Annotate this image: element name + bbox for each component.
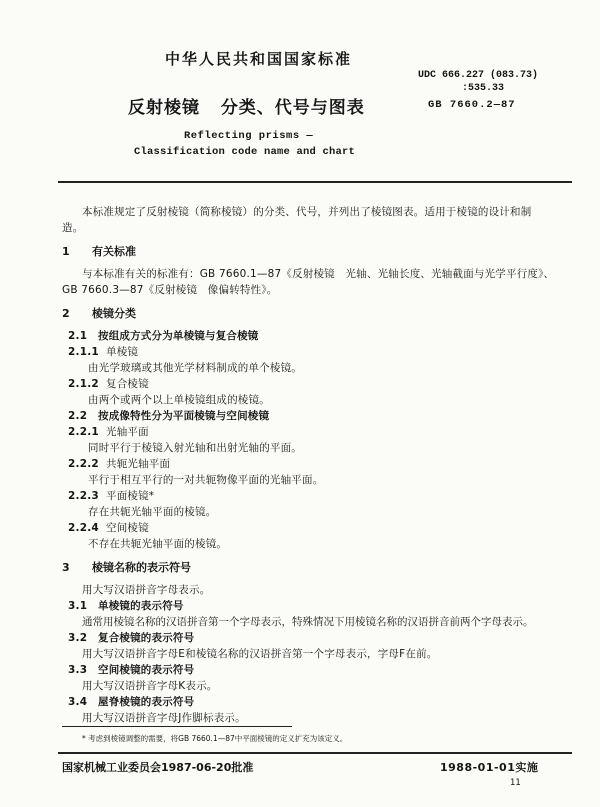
udc-code: UDC 666.227 (083.73)	[418, 70, 539, 81]
subsection-title: 共轭光轴平面	[106, 458, 171, 470]
section-1-heading	[62, 243, 136, 259]
section-title: 棱镜名称的表示符号	[92, 561, 191, 574]
section-number: 2	[62, 307, 70, 320]
subsection-number: 2.2.3	[68, 490, 99, 502]
english-title-line-2: Classification code name and chart	[134, 146, 356, 158]
subsection-2-2-4-text: 不存在共轭光轴平面的棱镜。	[88, 538, 228, 550]
subsection-title: 单棱镜	[106, 346, 139, 358]
section-2-heading	[62, 305, 136, 321]
subsection-title: 屋脊棱镜的表示符号	[98, 696, 195, 708]
footer-divider	[58, 752, 572, 754]
subsection-title: 按组成方式分为单棱镜与复合棱镜	[98, 330, 259, 342]
subsection-2-1	[68, 328, 259, 343]
gb-standard-code: GB 7660.2—87	[428, 99, 516, 111]
section-3-intro: 用大写汉语拼音字母表示。	[82, 584, 211, 596]
subsection-2-2-1-text: 同时平行于棱镜入射光轴和出射光轴的平面。	[88, 442, 302, 454]
english-title-line-1: Reflecting prisms —	[184, 130, 314, 142]
subsection-number: 3.4	[68, 696, 88, 708]
section-1-line-1: 与本标准有关的标准有：GB 7660.1—87《反射棱镜 光轴、光轴长度、光轴截面与光学平行度》、	[82, 268, 555, 280]
subsection-number: 3.2	[68, 632, 88, 644]
subsection-2-1-1-text: 由光学玻璃或其他光学材料制成的单个棱镜。	[88, 362, 302, 374]
subsection-2-1-2-text: 由两个或两个以上单棱镜组成的棱镜。	[88, 394, 270, 406]
footnote: * 考虑到棱镜调整的需要，将GB 7660.1—87中平面棱镜的定义扩充为该定义。	[82, 734, 348, 743]
subsection-3-4	[68, 694, 194, 709]
subsection-2-2-1	[68, 424, 149, 439]
subsection-3-3	[68, 662, 194, 677]
section-1-line-2: GB 7660.3—87《反射棱镜 像偏转特性》。	[62, 284, 278, 296]
subsection-2-2-2-text: 平行于相互平行的一对共轭物像平面的光轴平面。	[88, 474, 324, 486]
subsection-number: 2.2.4	[68, 522, 99, 534]
footnote-divider	[62, 726, 292, 727]
document-title: 反射棱镜 分类、代号与图表	[128, 98, 365, 118]
subsection-2-2	[68, 408, 269, 423]
intro-line-1: 本标准规定了反射棱镜（简称棱镜）的分类、代号，并列出了棱镜图表。适用于棱镜的设计和制	[82, 206, 532, 218]
subsection-3-1	[68, 598, 184, 613]
subsection-3-4-text: 用大写汉语拼音字母J作脚标表示。	[82, 712, 246, 724]
subsection-3-1-text: 通常用棱镜名称的汉语拼音第一个字母表示，特殊情况下用棱镜名称的汉语拼音前两个字母表示。	[82, 616, 534, 628]
subsection-number: 2.2.1	[68, 426, 99, 438]
subsection-title: 光轴平面	[106, 426, 149, 438]
header-divider	[58, 181, 572, 183]
subsection-3-2	[68, 630, 194, 645]
subsection-3-3-text: 用大写汉语拼音字母K表示。	[82, 680, 218, 692]
subsection-title: 空间棱镜	[106, 522, 149, 534]
implementation-date: 1988-01-01实施	[440, 761, 539, 774]
section-number: 1	[62, 245, 70, 258]
subsection-number: 2.1	[68, 330, 88, 342]
subsection-2-2-2	[68, 456, 170, 471]
subsection-title: 单棱镜的表示符号	[98, 600, 184, 612]
section-title: 有关标准	[92, 245, 136, 258]
subsection-title: 按成像特性分为平面棱镜与空间棱镜	[98, 410, 270, 422]
page-number: 11	[510, 778, 521, 788]
subsection-number: 3.1	[68, 600, 88, 612]
section-number: 3	[62, 561, 70, 574]
section-3-heading	[62, 559, 191, 575]
subsection-2-2-4	[68, 520, 149, 535]
country-standard-heading: 中华人民共和国国家标准	[165, 50, 353, 68]
subsection-number: 2.1.1	[68, 346, 99, 358]
subsection-2-2-3-text: 存在共轭光轴平面的棱镜。	[88, 506, 217, 518]
subsection-2-1-1	[68, 344, 138, 359]
intro-line-2: 造。	[62, 222, 84, 234]
subsection-title: 空间棱镜的表示符号	[98, 664, 195, 676]
subsection-number: 2.2.2	[68, 458, 99, 470]
udc-code-continued: :535.33	[462, 83, 505, 94]
subsection-number: 2.1.2	[68, 378, 99, 390]
subsection-2-2-3	[68, 488, 154, 503]
subsection-number: 3.3	[68, 664, 88, 676]
subsection-3-2-text: 用大写汉语拼音字母E和棱镜名称的汉语拼音第一个字母表示，字母F在前。	[82, 648, 438, 660]
subsection-number: 2.2	[68, 410, 88, 422]
subsection-2-1-2	[68, 376, 149, 391]
subsection-title: 复合棱镜	[106, 378, 149, 390]
section-title: 棱镜分类	[92, 307, 136, 320]
subsection-title: 平面棱镜*	[106, 490, 155, 502]
approval-date: 国家机械工业委员会1987-06-20批准	[62, 761, 254, 774]
subsection-title: 复合棱镜的表示符号	[98, 632, 195, 644]
